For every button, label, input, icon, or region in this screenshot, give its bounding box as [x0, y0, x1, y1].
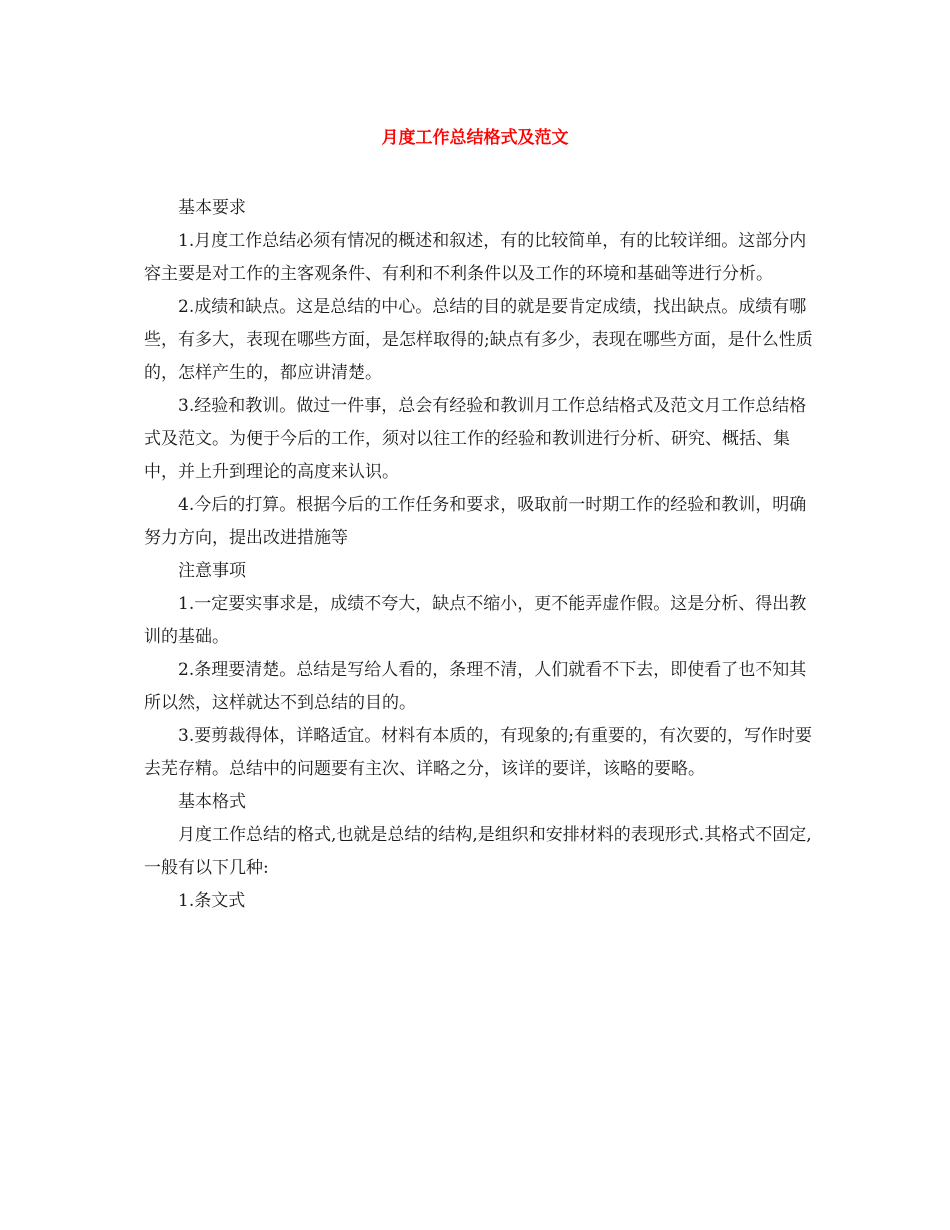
paragraph: 1.月度工作总结必须有情况的概述和叙述，有的比较简单，有的比较详细。这部分内容主要是对工作的主客观条件、有利和不利条件以及工作的环境和基础等进行分析。	[144, 231, 807, 284]
paragraph: 月度工作总结的格式,也就是总结的结构,是组织和安排材料的表现形式.其格式不固定,一般有以下几种:	[144, 825, 812, 878]
document-title: 月度工作总结格式及范文	[381, 128, 569, 148]
paragraph: 3.经验和教训。做过一件事，总会有经验和教训月工作总结格式及范文月工作总结格式及范文。为便于今后的工作，须对以往工作的经验和教训进行分析、研究、概括、集中，并上升到理论的高度来认识。	[144, 396, 807, 482]
paragraph: 1.一定要实事求是，成绩不夸大，缺点不缩小，更不能弄虚作假。这是分析、得出教训的基础。	[144, 594, 807, 647]
paragraph: 4.今后的打算。根据今后的工作任务和要求，吸取前一时期工作的经验和教训，明确努力方向，提出改进措施等	[144, 495, 807, 548]
section-heading-requirements: 基本要求	[178, 198, 246, 218]
paragraph: 3.要剪裁得体，详略适宜。材料有本质的，有现象的;有重要的，有次要的，写作时要去芜存精。总结中的问题要有主次、详略之分，该详的要详，该略的要略。	[144, 726, 812, 779]
paragraph: 2.条理要清楚。总结是写给人看的，条理不清，人们就看不下去，即使看了也不知其所以然，这样就达不到总结的目的。	[144, 660, 807, 713]
paragraph: 1.条文式	[178, 891, 246, 911]
document-body	[144, 192, 814, 918]
section-heading-notes: 注意事项	[178, 561, 246, 581]
paragraph: 2.成绩和缺点。这是总结的中心。总结的目的就是要肯定成绩，找出缺点。成绩有哪些，有多大，表现在哪些方面，是怎样取得的;缺点有多少，表现在哪些方面，是什么性质的，怎样产生的，都应讲清楚。	[144, 297, 813, 383]
section-heading-format: 基本格式	[178, 792, 246, 812]
